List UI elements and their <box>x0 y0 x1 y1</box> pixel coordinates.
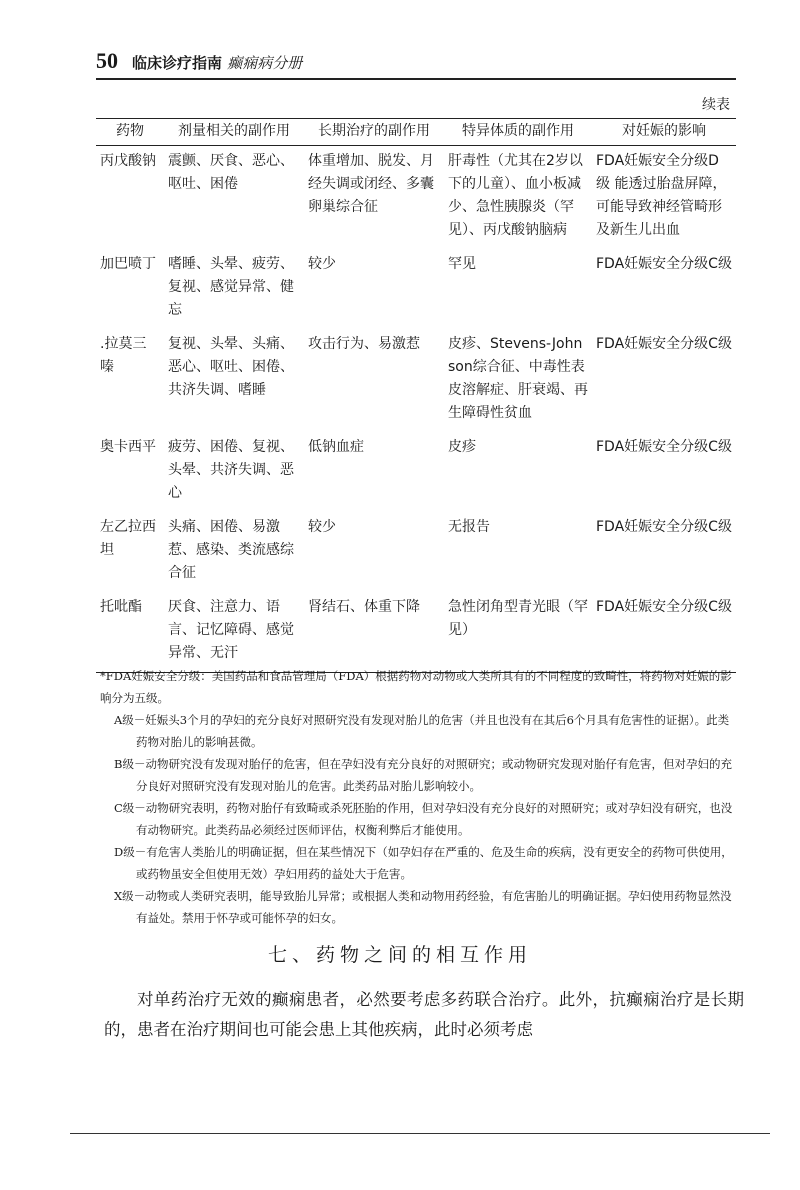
column-header-drug: 药物 <box>96 119 164 146</box>
drug-name: 左乙拉西坦 <box>100 519 156 558</box>
column-header-pregnancy: 对妊娠的影响 <box>592 119 736 146</box>
header-rule <box>96 78 736 80</box>
book-subtitle: 癫痫病分册 <box>227 54 303 72</box>
footnote-grade-b: B级－动物研究没有发现对胎仔的危害，但在孕妇没有充分良好的对照研究；或动物研究发现对胎仔有危害，但对孕妇的充分良好对照研究没有发现对胎儿的危害。此类药品对胎儿影响较小。 <box>114 757 732 793</box>
table-cell: FDA妊娠安全分级C级 <box>596 336 732 352</box>
table-cell: 厌食、注意力、语言、记忆障碍、感觉异常、无汗 <box>164 592 304 673</box>
table-cell: 震颤、厌食、恶心、呕吐、困倦 <box>168 153 294 192</box>
table-footnotes <box>100 665 740 929</box>
table-row <box>96 512 736 592</box>
table-cell: 罕见 <box>448 256 476 272</box>
table-cell: 肾结石、体重下降 <box>304 592 444 673</box>
table-cell: 肝毒性（尤其在2岁以下的儿童）、血小板减少、急性胰腺炎（罕见）、丙戊酸钠脑病 <box>448 153 583 238</box>
table-cell: 无报告 <box>448 519 490 535</box>
drug-name: 托吡酯 <box>96 592 164 673</box>
continued-label: 续表 <box>702 97 730 113</box>
footnote-grade-a: A级－妊娠头3个月的孕妇的充分良好对照研究没有发现对胎儿的危害（并且也没有在其后6个月具有危害性的证据）。此类药物对胎儿的影响甚微。 <box>114 713 730 749</box>
footnote-grade-d: D级－有危害人类胎儿的明确证据，但在某些情况下（如孕妇存在严重的、危及生命的疾病，没有更安全的药物可供使用，或药物虽安全但使用无效）孕妇用药的益处大于危害。 <box>114 845 733 881</box>
footnote-grade-x: X级－动物或人类研究表明，能导致胎儿异常；或根据人类和动物用药经验，有危害胎儿的明确证据。孕妇使用药物显然没有益处。禁用于怀孕或可能怀孕的妇女。 <box>114 889 732 925</box>
drug-name: .拉莫三嗪 <box>100 336 147 375</box>
table-cell: 皮疹 <box>448 439 476 455</box>
table-cell: 疲劳、困倦、复视、头晕、共济失调、恶心 <box>168 439 294 501</box>
table-cell: FDA妊娠安全分级C级 <box>596 519 732 535</box>
table-cell: FDA妊娠安全分级D级 能透过胎盘屏障，可能导致神经管畸形及新生儿出血 <box>596 153 727 238</box>
drug-name: 奥卡西平 <box>100 439 156 455</box>
column-header-long-term: 长期治疗的副作用 <box>304 119 444 146</box>
table-cell: 攻击行为、易激惹 <box>308 336 420 352</box>
table-row <box>96 146 736 250</box>
footer-rule <box>70 1133 770 1134</box>
table-cell: 复视、头晕、头痛、恶心、呕吐、困倦、共济失调、嗜睡 <box>168 336 294 398</box>
footnote-intro: *FDA妊娠安全分级：美国药品和食品管理局（FDA）根据药物对动物或人类所具有的不同程度的致畸性，将药物对妊娠的影响分为五级。 <box>100 669 732 705</box>
drug-name: 加巴喷丁 <box>100 256 156 272</box>
table-cell: 低钠血症 <box>308 439 364 455</box>
running-title <box>132 54 302 72</box>
table-row <box>96 329 736 432</box>
body-paragraph: 对单药治疗无效的癫痫患者，必然要考虑多药联合治疗。此外，抗癫痫治疗是长期的，患者在治疗期间也可能会患上其他疾病，此时必须考虑 <box>104 990 744 1039</box>
table-cell: 较少 <box>308 256 336 272</box>
column-header-idiosyncratic: 特异体质的副作用 <box>444 119 592 146</box>
section-heading: 七、药物之间的相互作用 <box>267 944 532 966</box>
table-cell: 体重增加、脱发、月经失调或闭经、多囊卵巢综合征 <box>308 153 434 215</box>
table-cell: 较少 <box>308 519 336 535</box>
drug-side-effect-table <box>96 118 736 673</box>
table-cell: FDA妊娠安全分级C级 <box>596 256 732 272</box>
table-cell: 嗜睡、头晕、疲劳、复视、感觉异常、健忘 <box>168 256 294 318</box>
table-row <box>96 432 736 512</box>
page-number: 50 <box>96 48 118 73</box>
table-cell: FDA妊娠安全分级C级 <box>596 439 732 455</box>
drug-name: 丙戊酸钠 <box>100 153 156 169</box>
column-header-dose-related: 剂量相关的副作用 <box>164 119 304 146</box>
table-row <box>96 592 736 673</box>
page-header <box>96 42 786 72</box>
book-title: 临床诊疗指南 <box>132 54 223 72</box>
table-cell: 急性闭角型青光眼（罕见） <box>444 592 592 673</box>
table-header-row <box>96 119 736 146</box>
table-row <box>96 249 736 329</box>
table-cell: 头痛、困倦、易激惹、感染、类流感综合征 <box>168 519 294 581</box>
table-cell: FDA妊娠安全分级C级 <box>592 592 736 673</box>
table-cell: 皮疹、Stevens-Johnson综合征、中毒性表皮溶解症、肝衰竭、再生障碍性贫血 <box>448 336 588 421</box>
footnote-grade-c: C级－动物研究表明，药物对胎仔有致畸或杀死胚胎的作用，但对孕妇没有充分良好的对照研究；或对孕妇没有研究，也没有动物研究。此类药品必须经过医师评估，权衡利弊后才能使用。 <box>114 801 733 837</box>
